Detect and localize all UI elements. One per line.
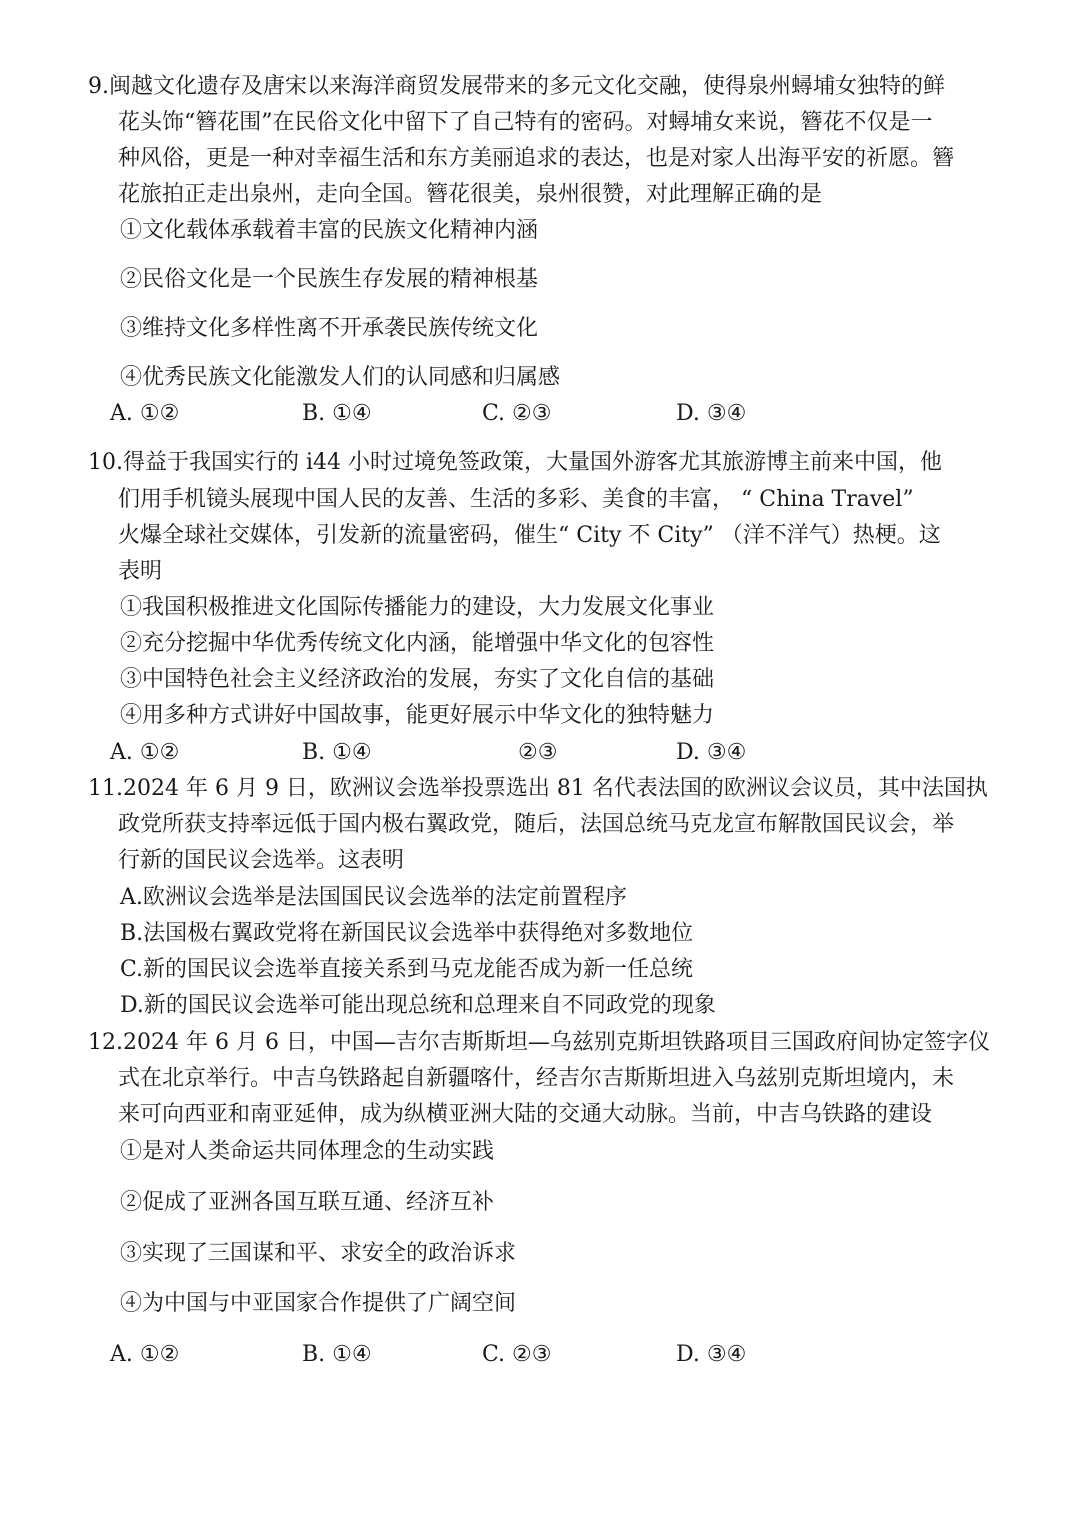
question-10-choice-c: ②③ xyxy=(518,740,558,765)
question-10-stem-line-1: 10.得益于我国实行的 i44 小时过境免签政策，大量国外游客尤其旅游博主前来中国，他 xyxy=(88,450,943,475)
question-12-stem-line-2: 式在北京举行。中吉乌铁路起自新疆喀什，经吉尔吉斯斯坦进入乌兹别克斯坦境内，未 xyxy=(118,1066,955,1091)
question-9-choice-a: A. ①② xyxy=(110,401,180,426)
question-9-stem-line-2: 花头饰“簪花围”在民俗文化中留下了自己特有的密码。对蟳埔女来说，簪花不仅是一 xyxy=(118,110,933,135)
question-11-option-c: C.新的国民议会选举直接关系到马克龙能否成为新一任总统 xyxy=(120,957,694,982)
question-11-option-d: D.新的国民议会选举可能出现总统和总理来自不同政党的现象 xyxy=(120,993,716,1018)
question-11-stem-line-2: 政党所获支持率远低于国内极右翼政党，随后，法国总统马克龙宣布解散国民议会，举 xyxy=(118,812,955,837)
question-9-option-3: ③维持文化多样性离不开承袭民族传统文化 xyxy=(120,316,539,341)
question-12-stem-line-3: 来可向西亚和南亚延伸，成为纵横亚洲大陆的交通大动脉。当前，中吉乌铁路的建设 xyxy=(118,1102,933,1127)
question-10-choices xyxy=(110,738,1010,768)
question-9-choices xyxy=(110,399,1010,429)
question-9-choice-d: D. ③④ xyxy=(676,401,747,426)
question-10-choice-a: A. ①② xyxy=(110,740,180,765)
question-10-option-4: ④用多种方式讲好中国故事，能更好展示中华文化的独特魅力 xyxy=(120,703,715,728)
question-9-stem-line-4: 花旅拍正走出泉州，走向全国。簪花很美，泉州很赞，对此理解正确的是 xyxy=(118,182,823,207)
question-12-option-2: ②促成了亚洲各国互联互通、经济互补 xyxy=(120,1190,495,1215)
question-12-choice-a: A. ①② xyxy=(110,1342,180,1367)
question-12-option-3: ③实现了三国谋和平、求安全的政治诉求 xyxy=(120,1241,517,1266)
question-10-option-3: ③中国特色社会主义经济政治的发展，夯实了文化自信的基础 xyxy=(120,667,715,692)
question-12-option-4: ④为中国与中亚国家合作提供了广阔空间 xyxy=(120,1291,517,1316)
question-11-option-a: A.欧洲议会选举是法国国民议会选举的法定前置程序 xyxy=(120,885,627,910)
question-12-option-1: ①是对人类命运共同体理念的生动实践 xyxy=(120,1139,495,1164)
question-10-stem-line-3: 火爆全球社交媒体，引发新的流量密码，催生“ City 不 City” （洋不洋气）热梗。这 xyxy=(118,523,941,548)
question-9-option-4: ④优秀民族文化能激发人们的认同感和归属感 xyxy=(120,365,561,390)
question-12-choice-d: D. ③④ xyxy=(676,1342,747,1367)
question-12-choices xyxy=(110,1340,1010,1370)
question-9-stem-line-1: 9.闽越文化遗存及唐宋以来海洋商贸发展带来的多元文化交融，使得泉州蟳埔女独特的鲜 xyxy=(88,74,945,99)
question-10-option-1: ①我国积极推进文化国际传播能力的建设，大力发展文化事业 xyxy=(120,595,715,620)
question-12-choice-b: B. ①④ xyxy=(302,1342,372,1367)
question-10-choice-d: D. ③④ xyxy=(676,740,747,765)
question-10-choice-b: B. ①④ xyxy=(302,740,372,765)
question-10-stem-line-4: 表明 xyxy=(118,559,163,584)
question-9-stem-line-3: 种风俗，更是一种对幸福生活和东方美丽追求的表达，也是对家人出海平安的祈愿。簪 xyxy=(118,146,955,171)
question-10-option-2: ②充分挖掘中华优秀传统文化内涵，能增强中华文化的包容性 xyxy=(120,631,715,656)
question-9-option-2: ②民俗文化是一个民族生存发展的精神根基 xyxy=(120,267,539,292)
question-12-choice-c: C. ②③ xyxy=(482,1342,552,1367)
question-12-stem-line-1: 12.2024 年 6 月 6 日，中国—吉尔吉斯斯坦—乌兹别克斯坦铁路项目三国政府间协定签字仪 xyxy=(88,1030,990,1055)
question-11-option-b: B.法国极右翼政党将在新国民议会选举中获得绝对多数地位 xyxy=(120,921,694,946)
question-9-option-1: ①文化载体承载着丰富的民族文化精神内涵 xyxy=(120,218,539,243)
question-11-stem-line-1: 11.2024 年 6 月 9 日，欧洲议会选举投票选出 81 名代表法国的欧洲议会议员，其中法国执 xyxy=(88,776,988,801)
question-9-choice-c: C. ②③ xyxy=(482,401,552,426)
question-10-stem-line-2: 们用手机镜头展现中国人民的友善、生活的多彩、美食的丰富， “ China Travel” xyxy=(118,487,914,512)
question-11-stem-line-3: 行新的国民议会选举。这表明 xyxy=(118,848,405,873)
question-9-choice-b: B. ①④ xyxy=(302,401,372,426)
